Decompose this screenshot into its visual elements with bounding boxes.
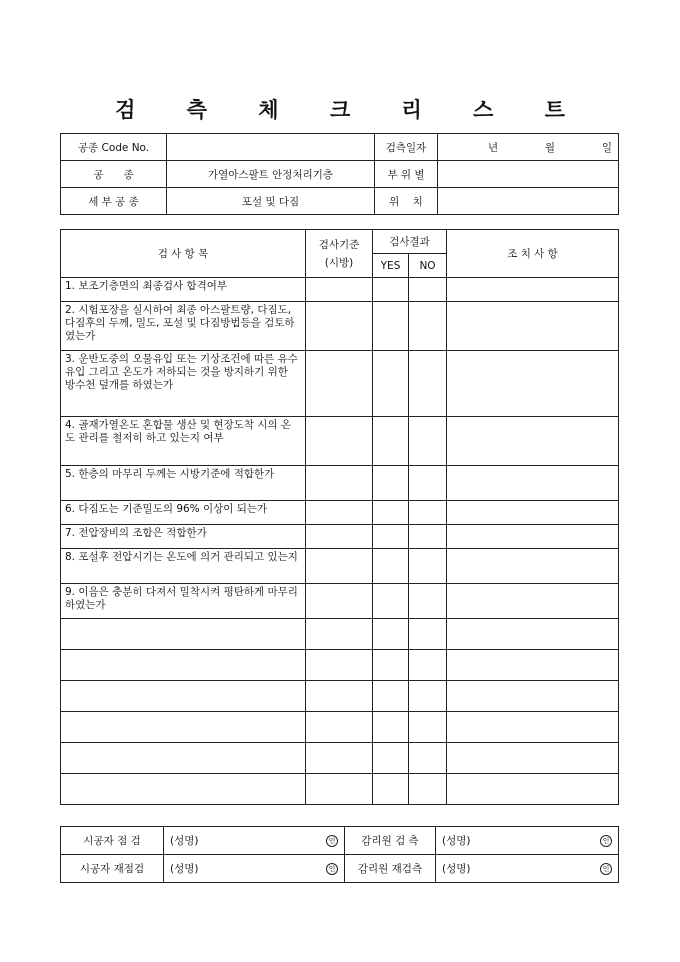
contractor-check-sign[interactable]	[164, 827, 345, 855]
trade-label: 공 종	[61, 161, 167, 188]
empty-row	[61, 712, 619, 743]
date-year: 년	[488, 141, 499, 154]
standard-cell[interactable]	[306, 466, 373, 501]
detail-label: 세 부 공 종	[61, 188, 167, 215]
no-cell[interactable]	[409, 549, 447, 584]
info-table	[60, 133, 619, 215]
standard-cell[interactable]	[306, 549, 373, 584]
check-item-8: 8. 포설후 전압시기는 온도에 의거 관리되고 있는지	[61, 549, 306, 584]
inspect-date-value[interactable]	[438, 134, 619, 161]
name-placeholder: (성명)	[442, 863, 471, 875]
seal-icon: 인	[600, 863, 612, 875]
header-standard-label: 검사기준	[318, 238, 360, 251]
contractor-recheck-label: 시공자 재점검	[61, 855, 164, 883]
supervisor-check-sign[interactable]	[436, 827, 619, 855]
name-placeholder: (성명)	[170, 835, 199, 847]
check-item-7: 7. 전압장비의 조합은 적합한가	[61, 525, 306, 549]
empty-row	[61, 650, 619, 681]
no-cell[interactable]	[409, 525, 447, 549]
no-cell[interactable]	[409, 466, 447, 501]
header-result: 검사결과	[373, 230, 447, 254]
standard-cell[interactable]	[306, 302, 373, 351]
trade-value: 가열아스팔트 안정처리기층	[167, 161, 375, 188]
action-cell[interactable]	[447, 549, 619, 584]
check-item-2: 2. 시험포장을 실시하여 최종 아스팔트량, 다짐도, 다짐후의 두께, 밀도, 포설 및 다짐방법등을 검토하였는가	[61, 302, 306, 351]
standard-cell[interactable]	[306, 584, 373, 619]
inspect-date-label: 검측일자	[375, 134, 438, 161]
standard-cell[interactable]	[306, 351, 373, 417]
no-cell[interactable]	[409, 278, 447, 302]
action-cell[interactable]	[447, 584, 619, 619]
yes-cell[interactable]	[373, 549, 409, 584]
empty-row	[61, 774, 619, 805]
no-cell[interactable]	[409, 417, 447, 466]
check-item-1: 1. 보조기층면의 최종검사 합격여부	[61, 278, 306, 302]
no-cell[interactable]	[409, 302, 447, 351]
action-cell[interactable]	[447, 525, 619, 549]
signature-table	[60, 826, 619, 883]
yes-cell[interactable]	[373, 302, 409, 351]
action-cell[interactable]	[447, 278, 619, 302]
empty-row	[61, 619, 619, 650]
yes-cell[interactable]	[373, 584, 409, 619]
yes-cell[interactable]	[373, 278, 409, 302]
check-item-9: 9. 이음은 충분히 다져서 밀착시켜 평탄하게 마무리 하였는가	[61, 584, 306, 619]
action-cell[interactable]	[447, 302, 619, 351]
location-part-value[interactable]	[438, 161, 619, 188]
page-title: 검 측 체 크 리 스 트	[115, 97, 587, 122]
no-cell[interactable]	[409, 351, 447, 417]
check-item-6: 6. 다짐도는 기준밀도의 96% 이상이 되는가	[61, 501, 306, 525]
yes-cell[interactable]	[373, 417, 409, 466]
yes-cell[interactable]	[373, 525, 409, 549]
yes-cell[interactable]	[373, 351, 409, 417]
seal-icon: 인	[326, 863, 338, 875]
standard-cell[interactable]	[306, 417, 373, 466]
action-cell[interactable]	[447, 501, 619, 525]
empty-row	[61, 681, 619, 712]
seal-icon: 인	[326, 835, 338, 847]
work-type-value[interactable]	[167, 134, 375, 161]
standard-cell[interactable]	[306, 525, 373, 549]
supervisor-check-label: 감리원 검 측	[345, 827, 436, 855]
contractor-check-label: 시공자 점 검	[61, 827, 164, 855]
supervisor-recheck-label: 감리원 재검측	[345, 855, 436, 883]
yes-cell[interactable]	[373, 501, 409, 525]
position-label: 위 치	[375, 188, 438, 215]
header-yes: YES	[373, 254, 409, 278]
action-cell[interactable]	[447, 351, 619, 417]
standard-cell[interactable]	[306, 278, 373, 302]
empty-row	[61, 743, 619, 774]
date-month: 월	[544, 141, 556, 154]
no-cell[interactable]	[409, 501, 447, 525]
date-day: 일	[601, 141, 612, 154]
check-item-4: 4. 골재가열온도 혼합물 생산 및 현장도착 시의 온도 관리를 철저히 하고 있는지 여부	[61, 417, 306, 466]
action-cell[interactable]	[447, 466, 619, 501]
checklist-table	[60, 229, 619, 805]
seal-icon: 인	[600, 835, 612, 847]
header-standard	[306, 230, 373, 278]
header-no: NO	[409, 254, 447, 278]
work-type-label: 공종 Code No.	[61, 134, 167, 161]
check-item-3: 3. 운반도중의 오물유입 또는 기상조건에 따른 유수유입 그리고 온도가 저하되는 것을 방지하기 위한 방수천 덮개를 하였는가	[61, 351, 306, 417]
detail-value: 포설 및 다짐	[167, 188, 375, 215]
contractor-recheck-sign[interactable]	[164, 855, 345, 883]
yes-cell[interactable]	[373, 466, 409, 501]
check-item-5: 5. 한층의 마무리 두께는 시방기준에 적합한가	[61, 466, 306, 501]
action-cell[interactable]	[447, 417, 619, 466]
supervisor-recheck-sign[interactable]	[436, 855, 619, 883]
location-part-label: 부 위 별	[375, 161, 438, 188]
name-placeholder: (성명)	[170, 863, 199, 875]
name-placeholder: (성명)	[442, 835, 471, 847]
header-item: 검 사 항 목	[61, 230, 306, 278]
no-cell[interactable]	[409, 584, 447, 619]
header-action: 조 치 사 항	[447, 230, 619, 278]
standard-cell[interactable]	[306, 501, 373, 525]
header-standard-sub: (시방)	[324, 256, 354, 269]
position-value[interactable]	[438, 188, 619, 215]
